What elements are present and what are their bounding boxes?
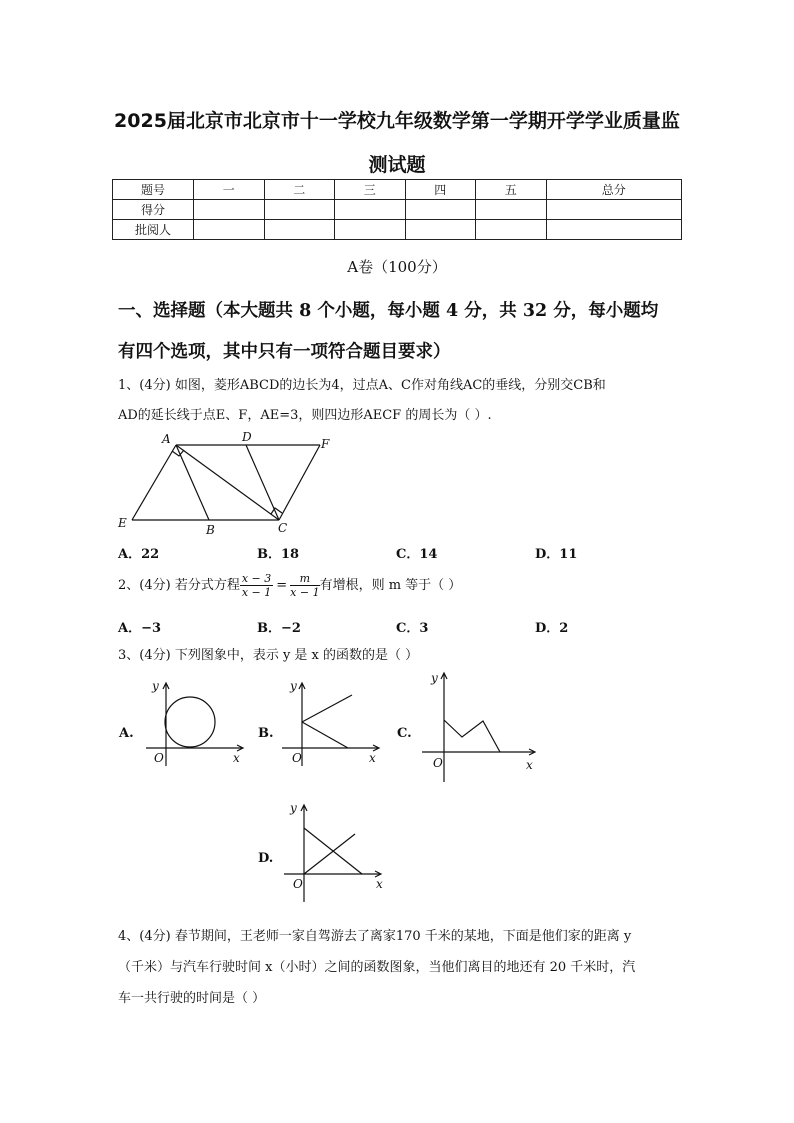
q3-graph-b[interactable] (278, 678, 386, 770)
grader-cell[interactable] (546, 220, 682, 240)
origin-label: O (292, 751, 302, 765)
point-label-b: B (206, 523, 215, 537)
segment-ab (176, 445, 209, 520)
q1-option-a[interactable]: A．22 (118, 547, 160, 562)
table-header-cell: 总分 (546, 180, 682, 200)
q3-graph-a[interactable] (142, 678, 250, 770)
fraction-denominator: x − 1 (241, 586, 272, 599)
upper-ray (302, 695, 352, 722)
title-line-1: 2025届北京市北京市十一学校九年级数学第一学期开学学业质量监 (114, 110, 680, 132)
origin-label: O (293, 877, 303, 891)
q1-text-line-2: AD的延长线于点E、F，AE=3，则四边形AECF 的周长为（ ）. (118, 408, 492, 423)
table-row (113, 220, 682, 240)
score-cell[interactable] (264, 200, 335, 220)
score-cell[interactable] (546, 200, 682, 220)
axis-label-x: x (526, 758, 533, 772)
axis-label-x: x (369, 751, 376, 765)
q2-fraction-left (240, 572, 273, 599)
table-header-cell: 五 (476, 180, 547, 200)
grader-cell[interactable] (194, 220, 265, 240)
q2-option-a[interactable]: A．−3 (118, 621, 162, 636)
q3-text: 3、(4分) 下列图象中，表示 y 是 x 的函数的是（ ） (118, 648, 419, 663)
axis-label-x: x (233, 751, 240, 765)
q1-text-line-1: 1、(4分) 如图，菱形ABCD的边长为4，过点A、C作对角线AC的垂线，分别交CB和 (118, 378, 606, 393)
axis-label-y: y (290, 801, 297, 815)
origin-label: O (154, 751, 164, 765)
grader-cell[interactable] (476, 220, 547, 240)
fraction-numerator: x − 3 (241, 572, 272, 585)
point-label-f: F (321, 437, 330, 451)
table-header-cell: 二 (264, 180, 335, 200)
q1-option-c[interactable]: C．14 (396, 547, 438, 562)
increasing-line (304, 834, 355, 874)
q4-text-line-3: 车一共行驶的时间是（ ） (118, 991, 266, 1006)
axis-label-y: y (290, 679, 297, 693)
table-row-label: 批阅人 (113, 220, 194, 240)
segment-ea (132, 445, 176, 520)
fraction-numerator: m (290, 572, 319, 586)
q2-option-d[interactable]: D．2 (535, 621, 569, 636)
q2-fraction-right (290, 572, 319, 599)
equals-sign: = (276, 577, 288, 593)
grader-cell[interactable] (335, 220, 406, 240)
q2-text (118, 572, 461, 599)
q2-option-b[interactable]: B．−2 (257, 621, 301, 636)
q3-option-b-label[interactable]: B. (258, 726, 274, 741)
point-label-e: E (118, 516, 127, 530)
table-header-cell: 三 (335, 180, 406, 200)
q4-text-line-2: （千米）与汽车行驶时间 x（小时）之间的函数图象，当他们离目的地还有 20 千米时，汽 (118, 960, 636, 975)
table-row-label: 得分 (113, 200, 194, 220)
point-label-a: A (162, 432, 171, 446)
circle-curve (165, 697, 215, 747)
q1-rhombus-figure (112, 428, 342, 540)
point-label-c: C (278, 521, 288, 535)
section-a-heading: A卷（100分） (347, 258, 447, 276)
title-line-2: 测试题 (368, 154, 426, 176)
q3-option-c-label[interactable]: C. (397, 726, 412, 741)
score-cell[interactable] (335, 200, 406, 220)
q1-option-b[interactable]: B．18 (257, 547, 300, 562)
q2-suffix: 有增根，则 m 等于（ ） (319, 577, 462, 593)
score-table (112, 179, 682, 240)
score-cell[interactable] (194, 200, 265, 220)
table-header-cell: 四 (405, 180, 476, 200)
q3-option-d-label[interactable]: D. (258, 851, 274, 866)
q1-option-d[interactable]: D．11 (535, 547, 578, 562)
q2-option-c[interactable]: C．3 (396, 621, 429, 636)
part1-heading-line-2: 有四个选项，其中只有一项符合题目要求） (118, 342, 451, 362)
q3-graph-d[interactable] (280, 800, 390, 904)
table-header-cell: 一 (194, 180, 265, 200)
polyline-curve (444, 720, 500, 752)
table-header-cell: 题号 (113, 180, 194, 200)
origin-label: O (433, 756, 443, 770)
score-cell[interactable] (476, 200, 547, 220)
axis-label-x: x (376, 877, 383, 891)
grader-cell[interactable] (405, 220, 476, 240)
grader-cell[interactable] (264, 220, 335, 240)
part1-heading-line-1: 一、选择题（本大题共 8 个小题，每小题 4 分，共 32 分，每小题均 (118, 301, 659, 321)
score-cell[interactable] (405, 200, 476, 220)
lower-segment (302, 722, 348, 748)
q2-prefix: 2、(4分) 若分式方程 (118, 577, 240, 593)
table-row (113, 180, 682, 200)
segment-fc (279, 445, 320, 520)
axis-label-y: y (431, 671, 438, 685)
q3-graph-c[interactable] (418, 668, 542, 786)
fraction-denominator: x − 1 (290, 586, 320, 599)
point-label-d: D (242, 430, 252, 444)
q4-text-line-1: 4、(4分) 春节期间，王老师一家自驾游去了离家170 千米的某地，下面是他们家的距离 y (118, 929, 632, 944)
axis-label-y: y (152, 679, 159, 693)
q3-option-a-label[interactable]: A. (119, 726, 134, 741)
table-row (113, 200, 682, 220)
diagonal-ac (176, 445, 279, 520)
